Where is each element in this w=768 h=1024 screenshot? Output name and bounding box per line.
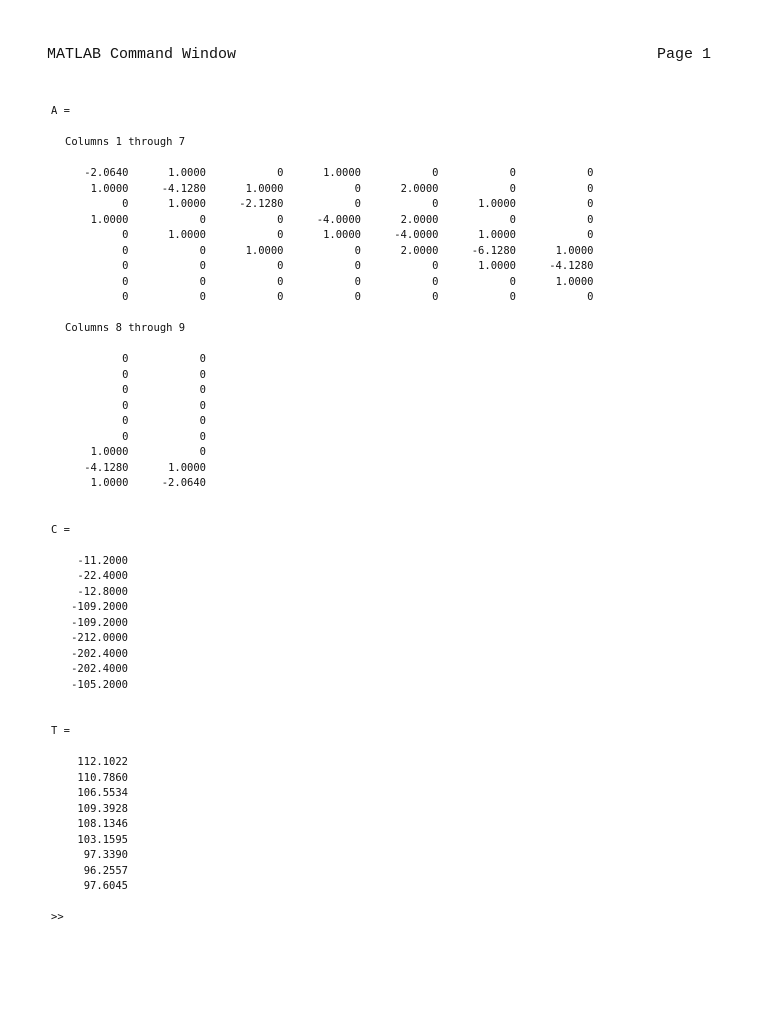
- matrix-row: [51, 399, 594, 415]
- vector-value: -202.4000: [71, 663, 128, 675]
- matrix-cell: 0: [354, 291, 361, 303]
- matrix-cell: 0: [277, 260, 284, 272]
- vector-value: -12.8000: [77, 585, 128, 598]
- matrix-cell: 1.0000: [323, 167, 361, 179]
- matrix-cell: 0: [587, 229, 594, 241]
- vector-value: -109.2000: [71, 616, 128, 629]
- vector-value: -22.4000: [77, 570, 128, 582]
- matrix-cell: 0: [199, 384, 206, 396]
- matrix-cell: 0: [199, 415, 206, 427]
- command-prompt[interactable]: >>: [51, 911, 64, 923]
- matrix-cell: 0: [199, 368, 206, 381]
- matrix-cell: 0: [277, 167, 284, 179]
- matrix-row: [51, 414, 594, 430]
- matrix-row: [51, 228, 594, 244]
- matrix-cell: 0: [587, 167, 594, 179]
- matrix-cell: 0: [199, 260, 206, 272]
- matrix-cell: 1.0000: [245, 244, 284, 257]
- matrix-cell: 1.0000: [90, 477, 129, 489]
- matrix-cell: 0: [122, 229, 129, 241]
- vector-value: 97.6045: [83, 880, 128, 892]
- vector-value: 109.3928: [77, 802, 128, 815]
- matrix-cell: 0: [122, 430, 129, 443]
- matrix-cell: 1.0000: [555, 244, 594, 257]
- vector-t-label: T =: [51, 725, 70, 737]
- matrix-row: [51, 182, 594, 198]
- matrix-cell: 1.0000: [90, 213, 129, 226]
- matrix-cell: 0: [509, 275, 516, 288]
- matrix-cell: -4.1280: [161, 182, 206, 195]
- matrix-cell: 1.0000: [90, 446, 129, 458]
- matrix-cell: 1.0000: [168, 229, 206, 241]
- vector-value: 112.1022: [77, 756, 128, 768]
- matrix-cell: -4.0000: [316, 213, 361, 226]
- matrix-cell: 0: [509, 291, 516, 303]
- page-number: Page 1: [656, 46, 711, 63]
- matrix-cell: 0: [122, 291, 129, 303]
- vector-row: [51, 786, 594, 802]
- vector-row: [51, 755, 594, 771]
- vector-row: [51, 879, 594, 895]
- matrix-a-block1: [51, 166, 594, 306]
- matrix-cell: 0: [277, 229, 284, 241]
- matrix-cell: 0: [354, 260, 361, 272]
- matrix-row: [51, 476, 594, 492]
- vector-row: [51, 554, 594, 570]
- matrix-row: [51, 213, 594, 229]
- matrix-cell: 0: [122, 275, 129, 288]
- matrix-cell: 0: [122, 384, 129, 396]
- matrix-cell: -4.0000: [394, 229, 439, 241]
- vector-c: [51, 554, 594, 694]
- matrix-cell: 1.0000: [478, 198, 516, 210]
- matrix-cell: 1.0000: [323, 229, 361, 241]
- matrix-cell: -4.1280: [549, 260, 594, 272]
- vector-row: [51, 817, 594, 833]
- vector-row: [51, 678, 594, 694]
- matrix-cell: 1.0000: [555, 275, 594, 288]
- vector-row: [51, 631, 594, 647]
- vector-value: 96.2557: [83, 864, 128, 877]
- columns-8-9-label: Columns 8 through 9: [65, 322, 186, 334]
- columns-1-7-label: Columns 1 through 7: [65, 136, 186, 148]
- matrix-cell: 0: [122, 244, 129, 257]
- vector-row: [51, 833, 594, 849]
- vector-row: [51, 600, 594, 616]
- matrix-row: [51, 383, 594, 399]
- matrix-cell: 1.0000: [478, 229, 516, 241]
- vector-row: [51, 569, 594, 585]
- matrix-cell: 0: [199, 213, 206, 226]
- vector-value: 110.7860: [77, 771, 128, 784]
- matrix-cell: 0: [432, 291, 439, 303]
- vector-value: -109.2000: [71, 601, 128, 613]
- matrix-cell: 0: [199, 291, 206, 303]
- matrix-cell: 0: [199, 446, 206, 458]
- matrix-cell: 0: [199, 275, 206, 288]
- matrix-cell: 0: [587, 182, 594, 195]
- matrix-cell: -2.1280: [239, 198, 284, 210]
- matrix-cell: 0: [587, 198, 594, 210]
- matrix-cell: 0: [587, 291, 594, 303]
- matrix-cell: -2.0640: [84, 167, 129, 179]
- matrix-cell: -2.0640: [161, 477, 206, 489]
- vector-c-label: C =: [51, 523, 70, 536]
- vector-value: -202.4000: [71, 647, 128, 660]
- matrix-cell: 0: [509, 182, 516, 195]
- matrix-cell: 1.0000: [90, 182, 129, 195]
- vector-row: [51, 585, 594, 601]
- matrix-cell: 1.0000: [168, 461, 206, 474]
- matrix-cell: 2.0000: [400, 244, 439, 257]
- matrix-cell: 0: [277, 275, 284, 288]
- matrix-cell: 1.0000: [245, 182, 284, 195]
- matrix-cell: 0: [432, 167, 439, 179]
- matrix-row: [51, 197, 594, 213]
- vector-value: 106.5534: [77, 787, 128, 799]
- matrix-cell: 0: [277, 213, 284, 226]
- matrix-cell: 0: [122, 415, 129, 427]
- vector-value: 103.1595: [77, 833, 128, 846]
- matrix-cell: 0: [587, 213, 594, 226]
- matrix-row: [51, 445, 594, 461]
- vector-t: [51, 755, 594, 895]
- matrix-row: [51, 166, 594, 182]
- vector-value: 97.3390: [83, 849, 128, 861]
- vector-row: [51, 662, 594, 678]
- matrix-row: [51, 461, 594, 477]
- vector-row: [51, 647, 594, 663]
- matrix-cell: 0: [277, 291, 284, 303]
- vector-row: [51, 802, 594, 818]
- matrix-a-label: A =: [51, 105, 70, 117]
- matrix-cell: 2.0000: [400, 182, 439, 195]
- matrix-cell: 0: [122, 368, 129, 381]
- matrix-row: [51, 259, 594, 275]
- command-output: [51, 104, 594, 926]
- matrix-row: [51, 290, 594, 306]
- matrix-row: [51, 430, 594, 446]
- matrix-cell: -6.1280: [471, 244, 516, 257]
- window-title: MATLAB Command Window: [47, 46, 237, 63]
- matrix-cell: 0: [432, 260, 439, 272]
- vector-value: -105.2000: [71, 678, 128, 691]
- page-header: [47, 45, 711, 65]
- matrix-cell: 0: [199, 430, 206, 443]
- matrix-cell: 1.0000: [168, 167, 206, 179]
- matrix-row: [51, 275, 594, 291]
- vector-row: [51, 616, 594, 632]
- matrix-cell: 0: [354, 182, 361, 195]
- matrix-cell: 0: [432, 275, 439, 288]
- matrix-cell: 0: [122, 198, 129, 210]
- matrix-row: [51, 368, 594, 384]
- vector-value: 108.1346: [77, 818, 128, 830]
- matrix-cell: 0: [199, 399, 206, 412]
- vector-row: [51, 864, 594, 880]
- matrix-cell: 0: [432, 198, 439, 210]
- vector-row: [51, 848, 594, 864]
- matrix-cell: -4.1280: [84, 461, 129, 474]
- matrix-cell: 0: [354, 198, 361, 210]
- vector-row: [51, 771, 594, 787]
- matrix-cell: 0: [122, 399, 129, 412]
- matrix-cell: 1.0000: [168, 198, 206, 210]
- matrix-cell: 0: [509, 167, 516, 179]
- matrix-cell: 0: [122, 353, 129, 365]
- vector-value: -11.2000: [77, 554, 128, 567]
- matrix-cell: 0: [199, 244, 206, 257]
- matrix-a-block2: [51, 352, 594, 492]
- matrix-row: [51, 352, 594, 368]
- matrix-cell: 2.0000: [400, 213, 439, 226]
- matrix-cell: 0: [199, 353, 206, 365]
- matrix-cell: 0: [509, 213, 516, 226]
- matrix-cell: 0: [122, 260, 129, 272]
- matrix-row: [51, 244, 594, 260]
- matrix-cell: 1.0000: [478, 260, 516, 272]
- matrix-cell: 0: [354, 275, 361, 288]
- matrix-cell: 0: [354, 244, 361, 257]
- vector-value: -212.0000: [71, 632, 128, 644]
